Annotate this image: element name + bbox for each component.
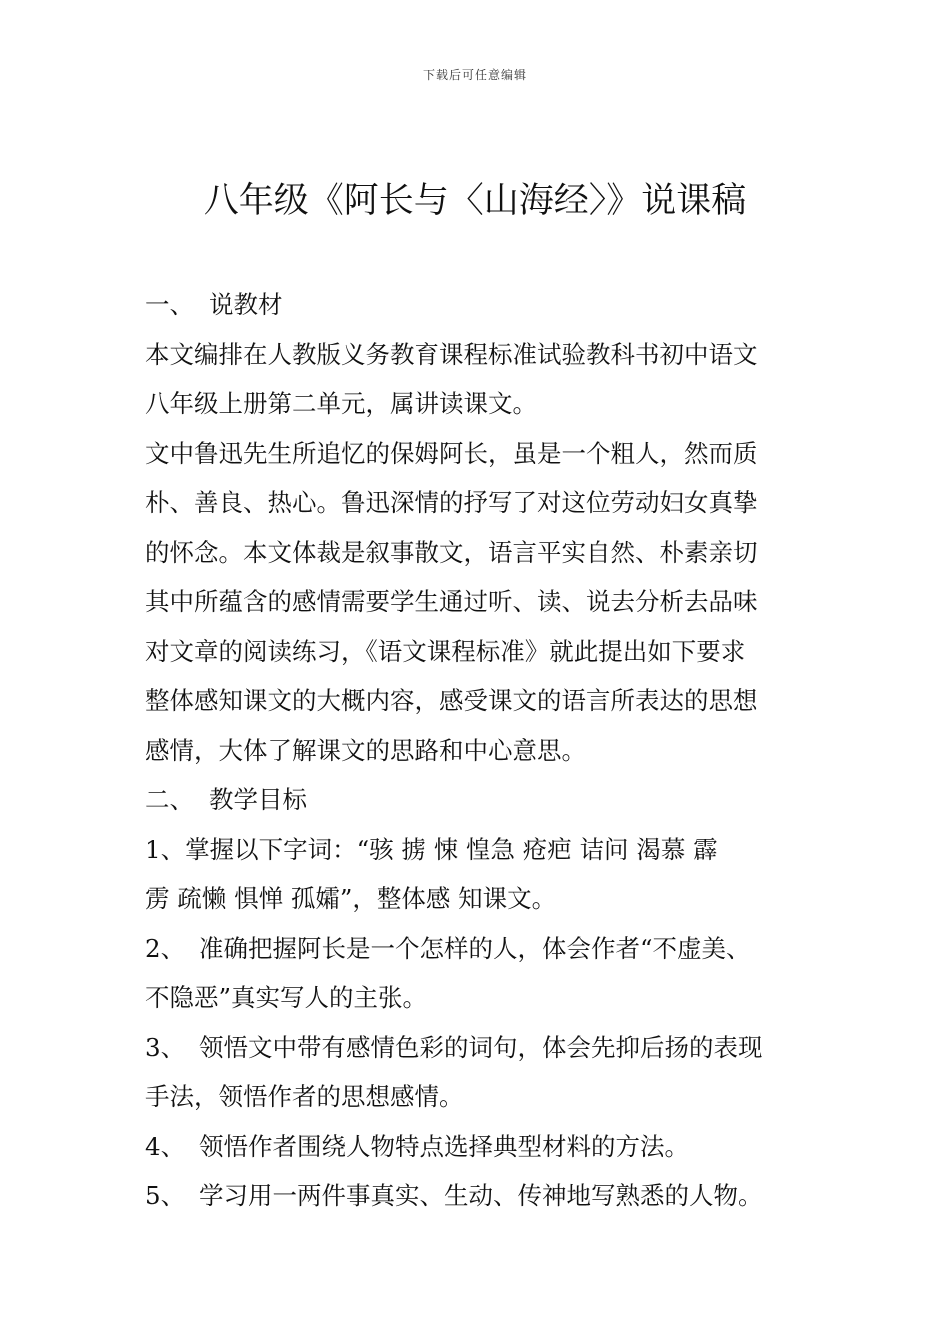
list-item-number: 2、: [145, 933, 186, 963]
list-item-number: 3、: [145, 1032, 186, 1062]
list-item-text: 学习用一两件事真实、生动、传神地写熟悉的人物。: [199, 1181, 763, 1210]
list-item-continuation: 手法，领悟作者的思想感情。: [145, 1082, 464, 1111]
paragraph-line: 的怀念。本文体裁是叙事散文，语言平实自然、朴素亲切: [145, 537, 758, 567]
paragraph-line: 文中鲁迅先生所追忆的保姆阿长，虽是一个粗人，然而质: [145, 438, 758, 468]
list-item-continuation: 不隐恶”真实写人的主张。: [145, 983, 428, 1012]
paragraph-line: 朴、善良、热心。鲁迅深情的抒写了对这位劳动妇女真挚: [145, 488, 758, 517]
list-item-5: [145, 1171, 810, 1221]
list-item-2: [145, 924, 810, 974]
paragraph-line: 其中所蕴含的感情需要学生通过听、读、说去分析去品味: [145, 587, 758, 616]
list-item-text: 准确把握阿长是一个怎样的人，体会作者“不虚美、: [199, 933, 751, 963]
list-item-1: [145, 825, 810, 875]
section-heading-text: 教学目标: [209, 785, 307, 814]
list-item-number: 5、: [145, 1181, 186, 1210]
paragraph-line: 对文章的阅读练习，《语文课程标准》就此提出如下要求: [145, 636, 746, 666]
paragraph-line: 感情，大体了解课文的思路和中心意思。: [145, 735, 586, 765]
section-number: 一、: [145, 290, 194, 319]
paragraph-line: 整体感知课文的大概内容，感受课文的语言所表达的思想: [145, 686, 758, 715]
section-heading-text: 说教材: [209, 290, 283, 319]
document-body: [145, 280, 810, 1221]
list-item-3: [145, 1023, 810, 1073]
section-heading-2: [145, 775, 810, 825]
list-item-text: 掌握以下字词：“骇 掳 悚 惶急 疮疤 诘问 渴慕 霹: [185, 834, 718, 864]
list-item-continuation: 雳 疏懒 惧惮 孤孀”，整体感 知课文。: [145, 884, 557, 913]
list-item-4: [145, 1122, 810, 1172]
paragraph-line: 八年级上册第二单元，属讲读课文。: [145, 389, 537, 418]
paragraph-line: 本文编排在人教版义务教育课程标准试验教科书初中语文: [145, 339, 758, 369]
document-title: 八年级《阿长与〈山海经〉》说课稿: [203, 181, 747, 221]
list-item-number: 4、: [145, 1131, 186, 1161]
section-number: 二、: [145, 785, 194, 814]
list-item-text: 领悟文中带有感情色彩的词句，体会先抑后扬的表现: [199, 1032, 763, 1062]
section-heading-1: [145, 280, 810, 330]
list-item-number: 1、: [145, 834, 186, 864]
list-item-text: 领悟作者围绕人物特点选择典型材料的方法。: [199, 1131, 689, 1161]
header-note: 下载后可任意编辑: [422, 68, 527, 82]
